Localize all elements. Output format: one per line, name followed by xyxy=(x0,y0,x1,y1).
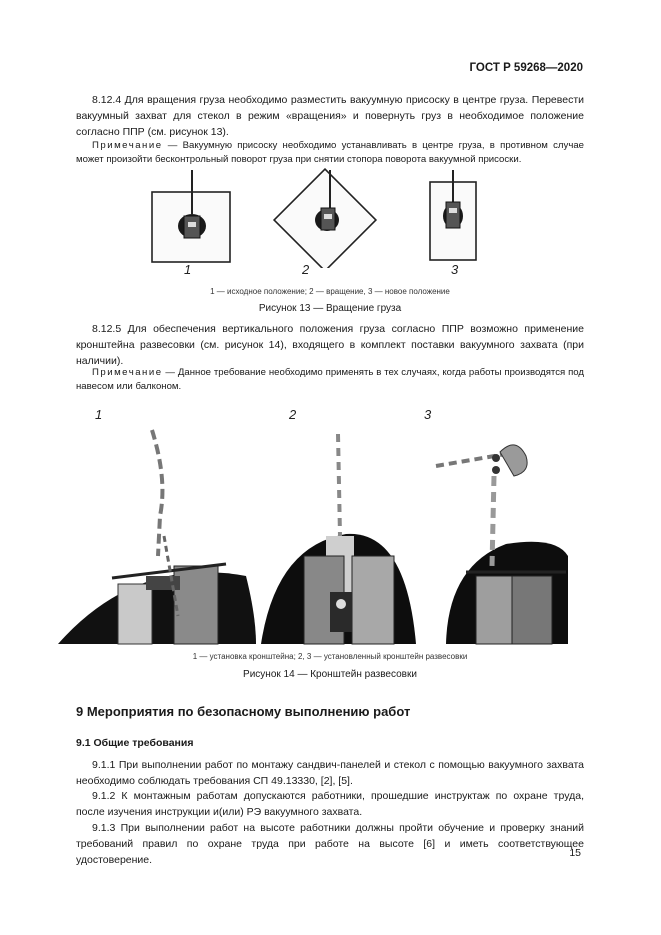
fig14-label-2: 2 xyxy=(289,407,297,422)
note-text: — Данное требование необходимо применять в тех случаях, когда работы производятся под навесом или балконом. xyxy=(76,367,584,392)
figure-13-drawing xyxy=(140,168,500,268)
fig14-label-1: 1 xyxy=(95,407,103,422)
note-label: Примечание xyxy=(92,140,163,151)
figure-13-legend: 1 — исходное положение; 2 — вращение, 3 — новое положение xyxy=(210,287,450,296)
fig13-panel-original xyxy=(152,170,230,262)
figure-14-photos xyxy=(56,416,586,648)
figure-14-legend: 1 — установка кронштейна; 2, 3 — установленный кронштейн развесовки xyxy=(192,652,468,661)
fig13-label-3: 3 xyxy=(451,262,459,277)
paragraph-8-12-4: 8.12.4 Для вращения груза необходимо разместить вакуумную присоску в центре груза. Перевести вакуумный захват для стекол в режим «вращения» и повернуть груз в необходимое положение согласно ППР (см. рисунок 13). xyxy=(76,94,584,138)
note-8-12-4 xyxy=(76,139,584,167)
standard-header: ГОСТ Р 59268—2020 xyxy=(469,62,583,74)
fig14-label-3: 3 xyxy=(424,407,432,422)
figure-14-caption: Рисунок 14 — Кронштейн развесовки xyxy=(243,669,417,680)
note-label: Примечание xyxy=(92,367,163,378)
fig14-photo-install xyxy=(58,430,256,644)
paragraph-9-1-3: 9.1.3 При выполнении работ на высоте работники должны пройти обучение и проверку знаний требований правил по охране труда при работе на высоте [6] и иметь соответствующее удостоверение. xyxy=(76,822,584,866)
fig13-label-1: 1 xyxy=(184,262,192,277)
note-text: — Вакуумную присоску необходимо устанавливать в центре груза, в противном случае может произойти бесконтрольный поворот груза при снятии стопора поворота вакуумной присоски. xyxy=(76,140,584,165)
page-number: 15 xyxy=(569,847,581,859)
paragraph-8-12-5: 8.12.5 Для обеспечения вертикального положения груза согласно ППР возможно применение кронштейна развесовки (см. рисунок 14), входящего в комплект поставки вакуумного захвата (при наличии). xyxy=(76,323,584,367)
figure-13-caption: Рисунок 13 — Вращение груза xyxy=(258,303,402,314)
fig14-photo-installed-side xyxy=(436,445,568,644)
fig13-panel-new xyxy=(430,170,476,260)
paragraph-9-1-2: 9.1.2 К монтажным работам допускаются работники, прошедшие инструктаж по охране труда, после изучения инструкции и(или) РЭ вакуумного захвата. xyxy=(76,790,584,818)
paragraph-9-1-1: 9.1.1 При выполнении работ по монтажу сандвич-панелей и стекол с помощью вакуумного захвата необходимо соблюдать требования СП 49.13330, [2], [5]. xyxy=(76,759,584,787)
note-8-12-5 xyxy=(76,366,584,394)
fig14-photo-installed-front xyxy=(261,434,416,644)
section-9-heading: 9 Мероприятия по безопасному выполнению работ xyxy=(76,704,411,719)
fig13-label-2: 2 xyxy=(302,262,310,277)
section-9-1-heading: 9.1 Общие требования xyxy=(76,737,194,749)
